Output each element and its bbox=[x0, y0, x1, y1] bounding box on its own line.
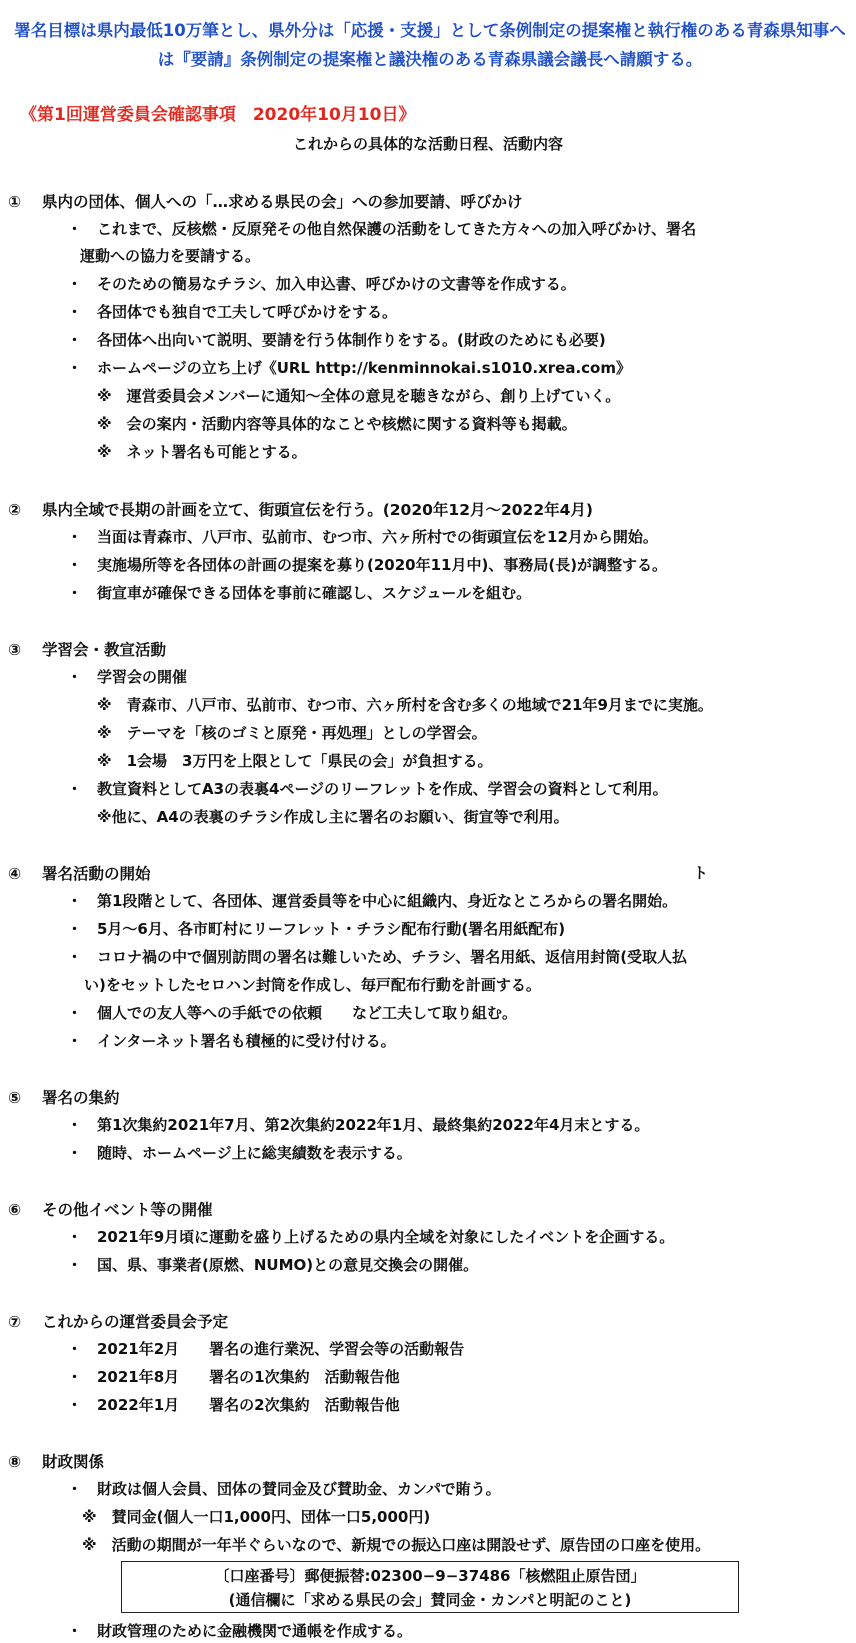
list-item: ・ これまで、反核燃・反原発その他自然保護の活動をしてきた方々への加入呼びかけ、署名 bbox=[67, 220, 697, 238]
note-item: ※ 活動の期間が一年半ぐらいなので、新規での振込口座は開設せず、原告団の口座を使用。 bbox=[82, 1536, 711, 1554]
stray-mark: ト bbox=[693, 864, 709, 882]
note-item: ※ 運営委員会メンバーに通知〜全体の意見を聴きながら、創り上げていく。 bbox=[97, 387, 621, 405]
note-item: ※ 会の案内・活動内容等具体的なことや核燃に関する資料等も掲載。 bbox=[97, 415, 577, 433]
section-8-title: ⑧ 財政関係 bbox=[8, 1453, 105, 1471]
note-item: ※ テーマを「核のゴミと原発・再処理」としの学習会。 bbox=[97, 724, 487, 742]
list-item: ・ インターネット署名も積極的に受け付ける。 bbox=[67, 1032, 396, 1050]
list-item: ・ 各団体でも独自で工夫して呼びかけをする。 bbox=[67, 303, 398, 321]
list-item: ・ 第1段階として、各団体、運営委員等を中心に組織内、身近なところからの署名開始。 bbox=[67, 892, 678, 910]
list-item: ・ 2021年9月頃に運動を盛り上げるための県内全域を対象にしたイベントを企画する。 bbox=[67, 1228, 675, 1246]
list-item: ・ 2022年1月 署名の2次集約 活動報告他 bbox=[67, 1396, 400, 1414]
list-item: ・ 財政管理のために金融機関で通帳を作成する。 bbox=[67, 1622, 413, 1640]
list-item: ・ 国、県、事業者(原燃、NUMO)との意見交換会の開催。 bbox=[67, 1256, 479, 1274]
list-item-continuation: い)をセットしたセロハン封筒を作成し、毎戸配布行動を計画する。 bbox=[84, 976, 541, 994]
meeting-heading: 《第1回運営委員会確認事項 2020年10月10日》 bbox=[20, 105, 416, 125]
list-item: ・ 学習会の開催 bbox=[67, 668, 188, 686]
list-item: ・ 2021年2月 署名の進行業況、学習会等の活動報告 bbox=[67, 1340, 465, 1358]
section-1-title bbox=[8, 190, 523, 212]
list-item: ・ 第1次集約2021年7月、第2次集約2022年1月、最終集約2022年4月末とする。 bbox=[67, 1116, 650, 1134]
list-item: ・ 随時、ホームページ上に総実績数を表示する。 bbox=[67, 1144, 412, 1162]
section-2-title: ② 県内全域で長期の計画を立て、街頭宣伝を行う。(2020年12月〜2022年4月) bbox=[8, 501, 593, 519]
list-item: ・ そのための簡易なチラシ、加入申込書、呼びかけの文書等を作成する。 bbox=[67, 275, 576, 293]
account-note-line: (通信欄に「求める県民の会」賛同金・カンパと明記のこと) bbox=[228, 1591, 632, 1609]
list-item: ・ 5月〜6月、各市町村にリーフレット・チラシ配布行動(署名用紙配布) bbox=[67, 920, 566, 938]
section-6-title: ⑥ その他イベント等の開催 bbox=[8, 1201, 213, 1219]
account-number-line: 〔口座番号〕郵便振替:02300−9−37486「核燃阻止原告団」 bbox=[214, 1567, 646, 1585]
intro-paragraph: 署名目標は県内最低10万筆とし、県外分は「応援・支援」として条例制定の提案権と執行権のある青森県知事へは『要請』条例制定の提案権と議決権のある青森県議会議長へ請願する。 bbox=[14, 21, 846, 69]
note-item: ※ 青森市、八戸市、弘前市、むつ市、六ヶ所村を含む多くの地域で21年9月までに実施。 bbox=[97, 696, 713, 714]
list-item: ・ ホームページの立ち上げ《URL http://kenminnokai.s1010.xrea.com》 bbox=[67, 359, 631, 377]
list-item-continuation: 運動への協力を要請する。 bbox=[80, 247, 261, 265]
list-item: ・ 財政は個人会員、団体の賛同金及び賛助金、カンパで賄う。 bbox=[67, 1480, 501, 1498]
note-item: ※他に、A4の表裏のチラシ作成し主に署名のお願い、街宣等で利用。 bbox=[97, 808, 569, 826]
list-item: ・ 個人での友人等への手紙での依頼 など工夫して取り組む。 bbox=[67, 1004, 518, 1022]
list-item: ・ 教宣資料としてA3の表裏4ページのリーフレットを作成、学習会の資料として利用。 bbox=[67, 780, 668, 798]
list-item: ・ 2021年8月 署名の1次集約 活動報告他 bbox=[67, 1368, 400, 1386]
list-item: ・ 各団体へ出向いて説明、要請を行う体制作りをする。(財政のためにも必要) bbox=[67, 331, 606, 349]
section-1-number: ① bbox=[8, 193, 22, 211]
section-1-title-text: 県内の団体、個人への「…求める県民の会」への参加要請、呼びかけ bbox=[42, 193, 523, 211]
list-item: ・ 実施場所等を各団体の計画の提案を募り(2020年11月中)、事務局(長)が調整する。 bbox=[67, 556, 668, 574]
page-subtitle: これからの具体的な活動日程、活動内容 bbox=[292, 135, 563, 153]
section-5-title: ⑤ 署名の集約 bbox=[8, 1089, 120, 1107]
note-item: ※ 1会場 3万円を上限として「県民の会」が負担する。 bbox=[97, 752, 493, 770]
list-item: ・ 街宣車が確保できる団体を事前に確認し、スケジュールを組む。 bbox=[67, 584, 532, 602]
section-3-title: ③ 学習会・教宣活動 bbox=[8, 641, 167, 659]
section-7-title: ⑦ これからの運営委員会予定 bbox=[8, 1313, 229, 1331]
list-item: ・ 当面は青森市、八戸市、弘前市、むつ市、六ヶ所村での街頭宣伝を12月から開始。 bbox=[67, 528, 658, 546]
note-item: ※ ネット署名も可能とする。 bbox=[97, 443, 307, 461]
section-4-title: ④ 署名活動の開始 bbox=[8, 865, 151, 883]
list-item: ・ コロナ禍の中で個別訪問の署名は難しいため、チラシ、署名用紙、返信用封筒(受取人払 bbox=[67, 948, 688, 966]
note-item: ※ 賛同金(個人一口1,000円、団体一口5,000円) bbox=[82, 1508, 431, 1526]
